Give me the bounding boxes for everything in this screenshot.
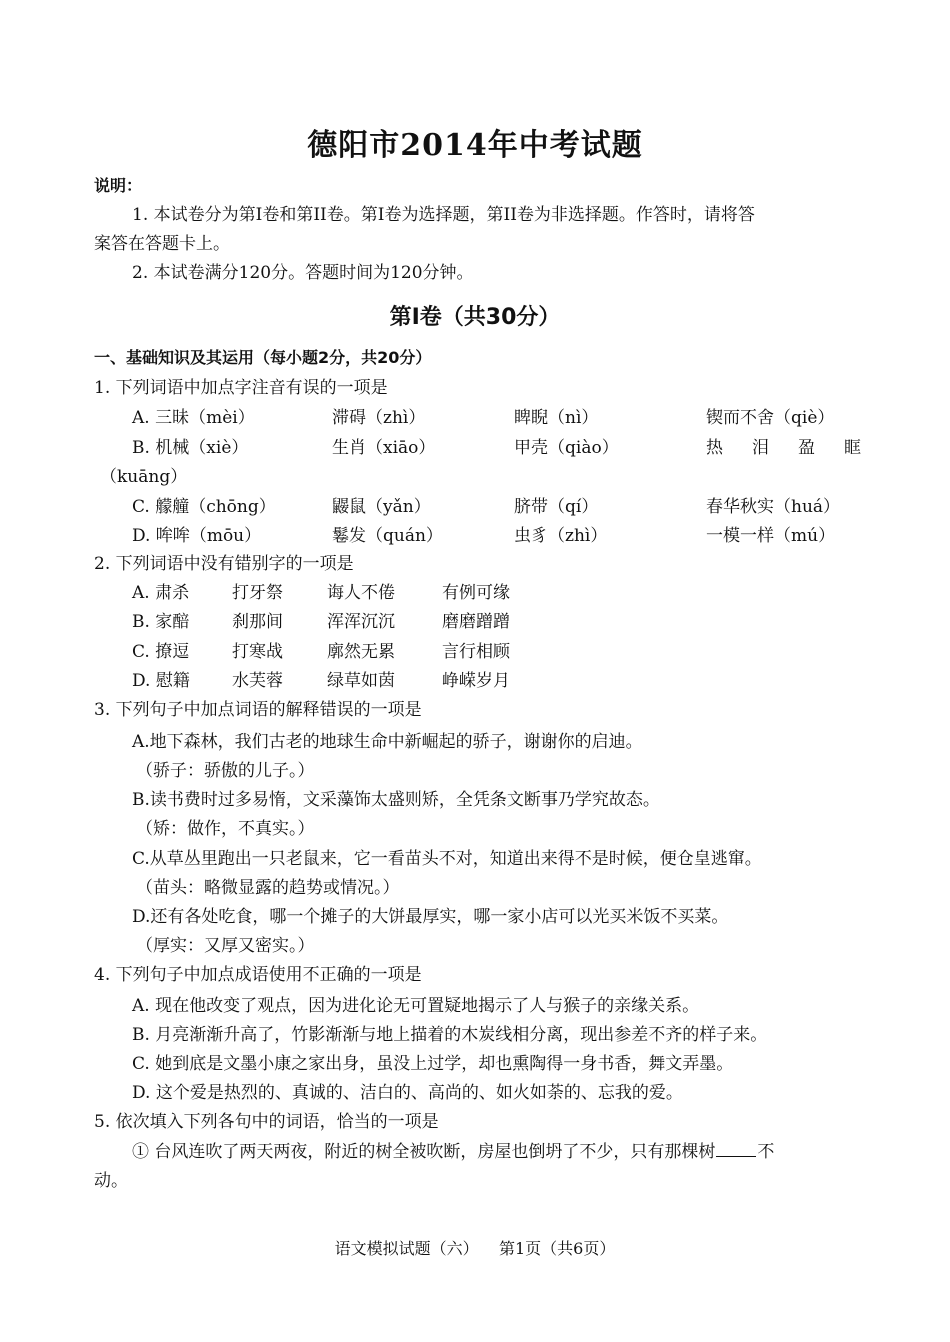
q2-option-a-4: 有例可缘 [442,583,510,603]
page-footer: 语文模拟试题（六） 第1页（共6页） [334,1239,616,1258]
q4-option-b: B. 月亮渐渐升高了，竹影渐渐与地上描着的木炭线相分离，现出参差不齐的样子来。 [132,1025,768,1045]
q3-option-d-note: （厚实：又厚又密实。） [136,936,315,956]
q4-option-d: D. 这个爱是热烈的、真诚的、洁白的、高尚的、如火如荼的、忘我的爱。 [132,1083,683,1103]
page-title: 德阳市2014年中考试题 [307,128,643,163]
q3-option-b: B.读书费时过多易惰，文采藻饰太盛则矫，全凭条文断事乃学究故态。 [132,790,660,810]
q1-option-b-4-wrap: （kuāng） [100,467,188,487]
q2-option-b-3: 浑浑沉沉 [327,612,395,632]
question-4-stem: 4. 下列句子中加点成语使用不正确的一项是 [94,965,422,985]
q1-option-b-4: 热 泪 盈 眶 [706,438,867,458]
question-1-stem: 1. 下列词语中加点字注音有误的一项是 [94,378,388,398]
q1-option-a-3: 睥睨（nì） [514,408,599,428]
q5-sentence-1 [132,1141,774,1163]
q3-option-a: A.地下森林，我们古老的地球生命中新崛起的骄子，谢谢你的启迪。 [132,732,643,752]
section-heading: 一、基础知识及其运用（每小题2分，共20分） [94,348,432,367]
q1-option-c-2: 鼹鼠（yǎn） [332,497,431,517]
q2-option-c-2: 打寒战 [232,642,283,662]
q1-option-c-1: C. 艨艟（chōng） [132,497,276,517]
q1-option-a-4: 锲而不舍（qiè） [706,408,835,428]
q2-option-a-1: A. 肃杀 [132,583,190,603]
q5-sentence-1-cont: 动。 [94,1171,128,1191]
q3-option-d: D.还有各处吃食，哪一个摊子的大饼最厚实，哪一家小店可以光买米饭不买菜。 [132,907,729,927]
q2-option-c-3: 廓然无累 [327,642,395,662]
q2-option-d-4: 峥嵘岁月 [442,671,510,691]
q4-option-c: C. 她到底是文墨小康之家出身，虽没上过学，却也熏陶得一身书香，舞文弄墨。 [132,1054,734,1074]
q2-option-d-2: 水芙蓉 [232,671,283,691]
q5-sentence-1-after-blank: 不 [757,1142,775,1162]
q1-option-c-4: 春华秋实（huá） [706,497,841,517]
question-2-stem: 2. 下列词语中没有错别字的一项是 [94,554,354,574]
q1-option-c-3: 脐带（qí） [514,497,599,517]
notes-heading: 说明： [94,176,143,195]
q2-option-c-4: 言行相顾 [442,642,510,662]
q3-option-a-note: （骄子：骄傲的儿子。） [136,761,315,781]
q2-option-d-3: 绿草如茵 [327,671,395,691]
q1-option-b-3: 甲壳（qiào） [514,438,619,458]
q1-option-b-1: B. 机械（xiè） [132,438,249,458]
q2-option-a-2: 打牙祭 [232,583,283,603]
q2-option-b-4: 磨磨蹭蹭 [442,612,510,632]
q2-option-d-1: D. 慰籍 [132,671,190,691]
q1-option-d-3: 虫豸（zhì） [514,526,608,546]
q1-option-a-2: 滞碍（zhì） [332,408,426,428]
q5-sentence-1-text: ① 台风连吹了两天两夜，附近的树全被吹断，房屋也倒坍了不少，只有那棵树 [132,1142,716,1162]
q2-option-b-1: B. 家醅 [132,612,190,632]
volume-title: 第Ⅰ卷（共30分） [389,305,561,330]
q2-option-c-1: C. 撩逗 [132,642,190,662]
q3-option-b-note: （矫：做作，不真实。） [136,819,315,839]
notes-item-1-cont: 案答在答题卡上。 [94,234,230,254]
notes-item-2: 2. 本试卷满分120分。答题时间为120分钟。 [132,263,474,283]
q1-option-d-1: D. 哞哞（mōu） [132,526,262,546]
q2-option-b-2: 刹那间 [232,612,283,632]
q1-option-b-2: 生肖（xiāo） [332,438,436,458]
q4-option-a: A. 现在他改变了观点，因为进化论无可置疑地揭示了人与猴子的亲缘关系。 [132,996,700,1016]
q3-option-c: C.从草丛里跑出一只老鼠来，它一看苗头不对，知道出来得不是时候，便仓皇逃窜。 [132,849,762,869]
q3-option-c-note: （苗头：略微显露的趋势或情况。） [136,878,400,898]
q2-option-a-3: 诲人不倦 [327,583,395,603]
question-3-stem: 3. 下列句子中加点词语的解释错误的一项是 [94,700,422,720]
q1-option-d-2: 鬈发（quán） [332,526,443,546]
q1-option-d-4: 一模一样（mú） [706,526,836,546]
question-5-stem: 5. 依次填入下列各句中的词语，恰当的一项是 [94,1112,439,1132]
q1-option-a-1: A. 三昧（mèi） [132,408,255,428]
fill-in-blank [716,1142,756,1157]
notes-item-1: 1. 本试卷分为第I卷和第II卷。第I卷为选择题，第II卷为非选择题。作答时，请将答 [132,205,755,225]
